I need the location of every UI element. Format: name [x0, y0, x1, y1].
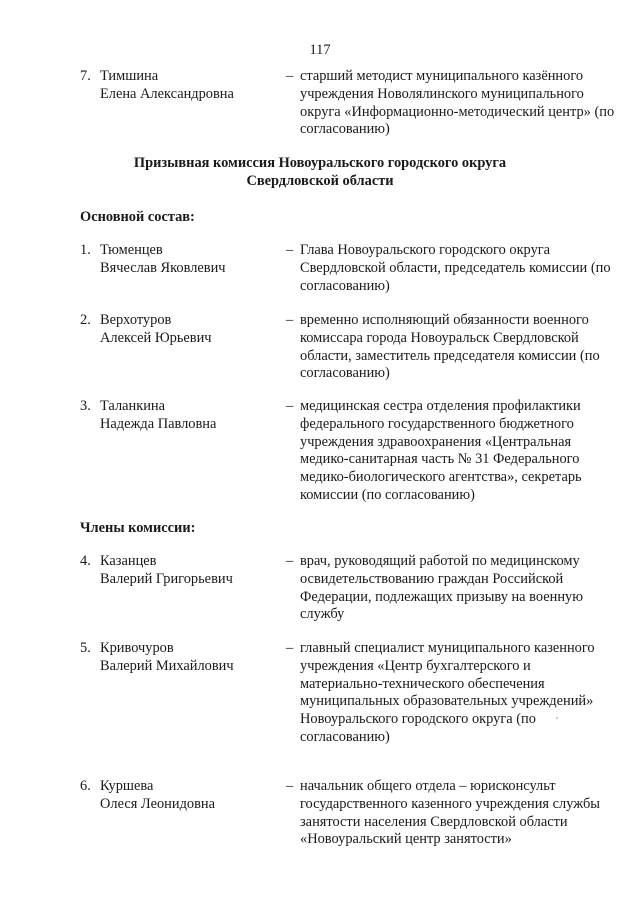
dash: –: [286, 242, 294, 258]
dash: –: [286, 778, 294, 794]
heading-line-1: Призывная комиссия Новоуральского городского округа: [133, 155, 507, 171]
position-description: начальник общего отдела – юрисконсульт государственного казенного учреждения службы занятости населения Свердловской области «Новоуральский центр занятости»: [300, 778, 600, 848]
entry-number: 4.: [80, 553, 91, 569]
person-name: [100, 778, 282, 814]
person-name: [100, 553, 282, 589]
section-main-title: Основной состав:: [80, 209, 195, 225]
position-description: временно исполняющий обязанности военного комиссара города Новоуральск Свердловской области, заместитель председателя комиссии (по согласованию): [300, 312, 600, 382]
person-name: [100, 242, 282, 278]
first-names: Надежда Павловна: [100, 415, 217, 432]
last-name: Верхотуров: [100, 312, 172, 328]
page-number: 117: [309, 42, 331, 58]
dash: –: [286, 640, 294, 656]
last-name: Тюменцев: [100, 242, 163, 258]
position-description: врач, руководящий работой по медицинскому освидетельствованию граждан Российской Федерации, подлежащих призыву на военную службу: [300, 553, 583, 623]
position-description: главный специалист муниципального казенного учреждения «Центр бухгалтерского и материально-технического обеспечения муниципальных образовательных учреждений» Новоуральского городского округа (по согласованию): [300, 640, 595, 745]
entry-number: 2.: [80, 312, 91, 328]
heading-line-2: Свердловской области: [246, 172, 394, 189]
last-name: Казанцев: [100, 553, 157, 569]
entry-number: 7.: [80, 68, 91, 84]
first-names: Валерий Михайлович: [100, 657, 234, 674]
dash: –: [286, 553, 294, 569]
first-names: Олеся Леонидовна: [100, 795, 215, 812]
entry-number: 3.: [80, 398, 91, 414]
dash: –: [286, 312, 294, 328]
dash: –: [286, 398, 294, 414]
entry-number: 1.: [80, 242, 91, 258]
entry-number: 6.: [80, 778, 91, 794]
person-name: [100, 312, 282, 348]
section-members-title: Члены комиссии:: [80, 520, 196, 536]
dash: –: [286, 68, 294, 84]
last-name: Тимшина: [100, 68, 159, 84]
last-name: Куршева: [100, 778, 154, 794]
first-names: Елена Александровна: [100, 85, 234, 102]
last-name: Таланкина: [100, 398, 165, 414]
position-description: медицинская сестра отделения профилактики федерального государственного бюджетного учреждения здравоохранения «Центральная медико-санитарная часть № 31 Федерального медико-биологического агентства», секретарь комиссии (по согласованию): [300, 398, 582, 503]
person-name: [100, 68, 282, 104]
person-name: [100, 640, 282, 676]
position-description: Глава Новоуральского городского округа Свердловской области, председатель комиссии (по согласованию): [300, 242, 611, 294]
person-name: [100, 398, 282, 434]
scan-speck: [556, 717, 558, 719]
commission-heading: [0, 155, 640, 191]
first-names: Вячеслав Яковлевич: [100, 259, 226, 276]
first-names: Валерий Григорьевич: [100, 570, 233, 587]
entry-number: 5.: [80, 640, 91, 656]
last-name: Кривочуров: [100, 640, 174, 656]
first-names: Алексей Юрьевич: [100, 329, 212, 346]
position-description: старший методист муниципального казённого учреждения Новолялинского муниципального округа «Информационно-методический центр» (по согласованию): [300, 68, 615, 138]
